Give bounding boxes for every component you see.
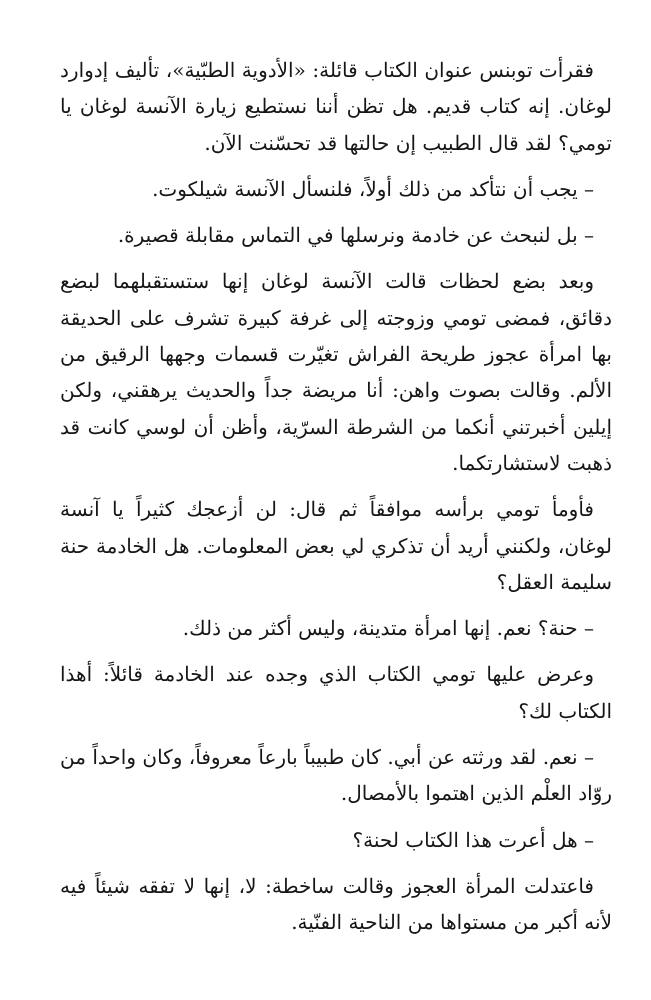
paragraph-1: فقرأت توبنس عنوان الكتاب قائلة: «الأدوية الطبّية»، تأليف إدوارد لوغان. إنه كتاب قديم. هل تظن أننا نستطيع زيارة الآنسة لوغان يا تومي؟ لقد قال الطبيب إن حالتها قد تحسّنت الآن.: [60, 58, 612, 155]
book-page: [60, 52, 612, 951]
dialogue-line-5: – هل أعرت هذا الكتاب لحنة؟: [352, 827, 594, 852]
dialogue-line-3: – حنة؟ نعم. إنها امرأة متدينة، وليس أكثر من ذلك.: [182, 616, 594, 641]
paragraph-5: فاعتدلت المرأة العجوز وقالت ساخطة: لا، إنها لا تفقه شيئاً فيه لأنه أكبر من مستواها من الناحية الفنّية.: [60, 873, 612, 935]
paragraph-2: وبعد بضع لحظات قالت الآنسة لوغان إنها ستستقبلهما لبضع دقائق، فمضى تومي وزوجته إلى غرفة كبيرة تشرف على الحديقة بها امرأة عجوز طريحة الفراش تغيّرت قسمات وجهها الرقيق من الألم. وقالت بصوت واهن: أنا مريضة جداً والحديث يرهقني، ولكن إيلين أخبرتني أنكما من الشرطة السرّية، وأظن أن لوسي كانت قد ذهبت لاستشارتكما.: [60, 269, 613, 475]
paragraph-3: فأومأ تومي برأسه موافقاً ثم قال: لن أزعجك كثيراً يا آنسة لوغان، ولكنني أريد أن تذكري لي بعض المعلومات. هل الخادمة حنة سليمة العقل؟: [60, 497, 612, 594]
dialogue-line-1: – يجب أن نتأكد من ذلك أولاً، فلنسأل الآنسة شيلكوت.: [152, 176, 594, 201]
dialogue-line-2: – بل لنبحث عن خادمة ونرسلها في التماس مقابلة قصيرة.: [117, 223, 594, 248]
dialogue-line-4: – نعم. لقد ورثته عن أبي. كان طبيباً بارعاً معروفاً، وكان واحداً من روّاد العلْم الذين اهتموا بالأمصال.: [60, 745, 612, 806]
paragraph-4: وعرض عليها تومي الكتاب الذي وجده عند الخادمة قائلاً: أهذا الكتاب لك؟: [60, 662, 612, 723]
